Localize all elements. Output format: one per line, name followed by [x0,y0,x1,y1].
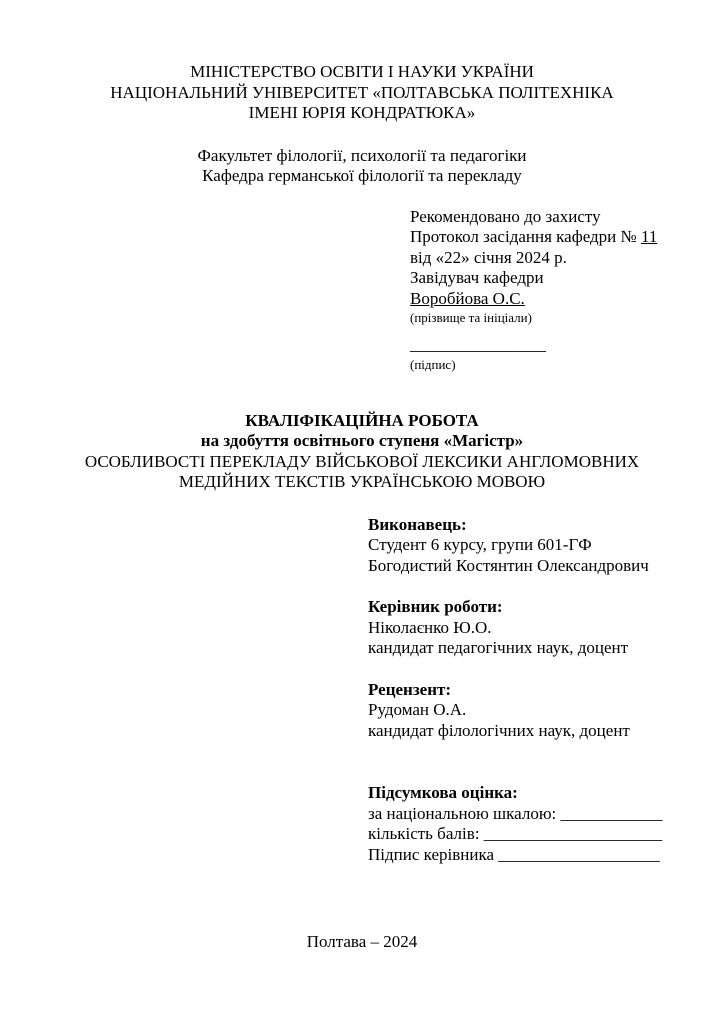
protocol-line [410,227,724,248]
approval-block [410,207,724,373]
faculty-block [0,146,724,187]
protocol-text: Протокол засідання кафедри № [410,227,642,246]
work-type-title: КВАЛІФІКАЦІЙНА РОБОТА [245,410,479,430]
reviewer-block [368,680,724,742]
executor-block [368,515,724,577]
recommended-line: Рекомендовано до захисту [410,206,601,226]
grade-supervisor-signature: Підпис керівника ___________________ [368,844,660,864]
signature-blank-line: ________________ [410,335,546,354]
university-line-1: НАЦІОНАЛЬНИЙ УНІВЕРСИТЕТ «ПОЛТАВСЬКА ПОЛІТЕХНІКА [110,82,614,102]
protocol-date-line: від «22» січня 2024 р. [410,247,567,267]
head-title-line: Завідувач кафедри [410,268,544,287]
grade-block [368,783,724,865]
supervisor-label: Керівник роботи: [368,597,503,616]
header-block [0,62,724,124]
faculty-line: Факультет філології, психології та педагогіки [197,145,527,165]
executor-line-1: Студент 6 курсу, групи 601-ГФ [368,535,592,554]
ministry-line: МІНІСТЕРСТВО ОСВІТИ І НАУКИ УКРАЇНИ [190,62,534,81]
grade-points: кількість балів: _____________________ [368,824,663,843]
title-block [0,411,724,493]
signature-caption: (підпис) [410,356,456,372]
protocol-number: 11 [641,227,658,246]
footer-city-year: Полтава – 2024 [306,931,418,951]
supervisor-degree: кандидат педагогічних наук, доцент [368,638,629,657]
grade-label: Підсумкова оцінка: [368,783,518,802]
reviewer-name: Рудоман О.А. [368,700,467,719]
reviewer-label: Рецензент: [368,679,452,699]
degree-line: на здобуття освітнього ступеня «Магістр» [200,431,524,450]
credits-column [368,515,724,866]
supervisor-block [368,597,724,659]
name-caption: (прізвище та ініціали) [410,310,532,325]
university-line-2: ІМЕНІ ЮРІЯ КОНДРАТЮКА» [248,103,476,122]
department-line: Кафедра германської філології та перекладу [202,166,522,185]
supervisor-name: Ніколаєнко Ю.О. [368,617,492,637]
head-name: Воробйова О.С. [410,288,525,308]
topic-line-2: МЕДІЙНИХ ТЕКСТІВ УКРАЇНСЬКОЮ МОВОЮ [178,472,546,491]
executor-label: Виконавець: [368,514,467,534]
executor-line-2: Богодистий Костянтин Олександрович [368,555,649,575]
grade-national-scale: за національною шкалою: ____________ [368,803,663,823]
reviewer-degree: кандидат філологічних наук, доцент [368,720,630,740]
topic-line-1: ОСОБЛИВОСТІ ПЕРЕКЛАДУ ВІЙСЬКОВОЇ ЛЕКСИКИ АНГЛОМОВНИХ [84,451,640,471]
